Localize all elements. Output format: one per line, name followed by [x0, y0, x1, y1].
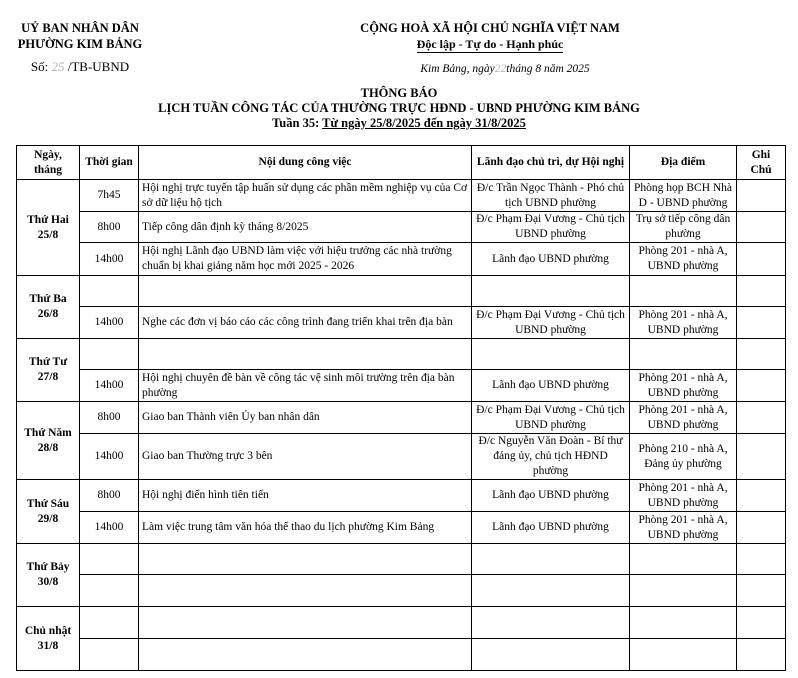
- place-cell: Phòng 201 - nhà A, UBND phường: [630, 370, 737, 402]
- day-name: Thứ Tư: [28, 356, 68, 368]
- place-cell: Phòng 210 - nhà A, Đảng ủy phường: [630, 434, 737, 480]
- content-cell: [139, 276, 472, 307]
- leader-cell: Lãnh đạo UBND phường: [472, 370, 630, 402]
- time-cell: 7h45: [80, 180, 139, 212]
- issuer-block: [0, 20, 160, 75]
- day-cell: [17, 607, 80, 671]
- leader-cell: [472, 575, 630, 607]
- content-cell: [139, 607, 472, 639]
- content-cell: Hội nghị chuyên đề bàn về công tác vệ sinh môi trường trên địa bàn phường: [139, 370, 472, 402]
- place-cell: Phòng 201 - nhà A, UBND phường: [630, 480, 737, 512]
- content-cell: Nghe các đơn vị báo cáo các công trình đang triển khai trên địa bàn: [139, 307, 472, 339]
- document-number-value: 25: [51, 59, 65, 74]
- table-row: [17, 607, 786, 639]
- leader-cell: [472, 607, 630, 639]
- col-header-day: Ngày, tháng: [17, 146, 80, 180]
- leader-cell: Lãnh đạo UBND phường: [472, 243, 630, 276]
- note-cell: [737, 307, 786, 339]
- time-cell: [80, 607, 139, 639]
- note-cell: [737, 243, 786, 276]
- table-row: [17, 480, 786, 512]
- note-cell: [737, 512, 786, 544]
- time-cell: 8h00: [80, 212, 139, 243]
- table-header-row: [17, 146, 786, 180]
- day-cell: [17, 339, 80, 402]
- table-row: [17, 307, 786, 339]
- note-cell: [737, 480, 786, 512]
- place-cell: [630, 544, 737, 575]
- place-cell: [630, 607, 737, 639]
- col-header-leader: Lãnh đạo chủ trì, dự Hội nghị: [472, 146, 630, 180]
- day-date: 30/8: [37, 576, 59, 588]
- table-row: [17, 402, 786, 434]
- day-date: 31/8: [37, 639, 59, 652]
- note-cell: [737, 639, 786, 671]
- day-cell: [17, 480, 80, 544]
- leader-cell: Lãnh đạo UBND phường: [472, 480, 630, 512]
- table-row: [17, 512, 786, 544]
- content-cell: Hội nghị Lãnh đạo UBND làm việc với hiệu trưởng các nhà trường chuẩn bị khai giảng năm học mới 2025 - 2026: [139, 243, 472, 276]
- table-row: [17, 434, 786, 480]
- place-cell: [630, 339, 737, 370]
- day-cell: [17, 544, 80, 607]
- note-cell: [737, 575, 786, 607]
- document-date-day: 22: [494, 63, 507, 75]
- content-cell: [139, 639, 472, 671]
- table-row: [17, 212, 786, 243]
- national-motto: Độc lập - Tự do - Hạnh phúc: [416, 37, 564, 51]
- day-date: 29/8: [37, 512, 59, 525]
- time-cell: 14h00: [80, 434, 139, 480]
- content-cell: Giao ban Thường trực 3 bên: [139, 434, 472, 480]
- leader-cell: [472, 544, 630, 575]
- time-cell: 8h00: [80, 402, 139, 434]
- day-name: Thứ Bảy: [26, 561, 70, 573]
- time-cell: [80, 276, 139, 307]
- table-row: [17, 544, 786, 575]
- time-cell: 14h00: [80, 370, 139, 402]
- time-cell: [80, 544, 139, 575]
- table-row: [17, 639, 786, 671]
- schedule-body: [17, 180, 786, 671]
- time-cell: [80, 339, 139, 370]
- leader-cell: Đ/c Nguyễn Văn Đoàn - Bí thư đảng ủy, chủ tịch HĐND phường: [472, 434, 630, 480]
- time-cell: 14h00: [80, 512, 139, 544]
- table-row: [17, 243, 786, 276]
- issuer-line2: PHƯỜNG KIM BẢNG: [17, 37, 143, 51]
- place-cell: Trụ sở tiếp công dân phường: [630, 212, 737, 243]
- leader-cell: Lãnh đạo UBND phường: [472, 512, 630, 544]
- document-number: Số: 25 /TB-UBND: [30, 59, 130, 74]
- time-cell: 8h00: [80, 480, 139, 512]
- time-cell: 14h00: [80, 243, 139, 276]
- place-cell: [630, 639, 737, 671]
- day-date: 26/8: [37, 308, 59, 320]
- note-cell: [737, 370, 786, 402]
- week-line: Tuần 35: Từ ngày 25/8/2025 đến ngày 31/8/2025: [272, 116, 526, 130]
- content-cell: [139, 339, 472, 370]
- schedule-heading: LỊCH TUẦN CÔNG TÁC CỦA THƯỜNG TRỰC HĐND - UBND PHƯỜNG KIM BẢNG: [158, 101, 640, 115]
- notice-title: [0, 86, 798, 131]
- table-row: [17, 575, 786, 607]
- note-cell: [737, 212, 786, 243]
- content-cell: [139, 544, 472, 575]
- note-cell: [737, 434, 786, 480]
- place-cell: Phòng 201 - nhà A, UBND phường: [630, 243, 737, 276]
- leader-cell: Đ/c Phạm Đại Vương - Chủ tịch UBND phường: [472, 212, 630, 243]
- day-cell: [17, 402, 80, 480]
- day-name: Thứ Năm: [24, 426, 72, 439]
- day-name: Thứ Sáu: [26, 497, 70, 510]
- document-date: Kim Bảng, ngày22tháng 8 năm 2025: [420, 63, 590, 75]
- place-cell: Phòng 201 - nhà A, UBND phường: [630, 512, 737, 544]
- time-cell: [80, 575, 139, 607]
- col-header-note: Ghi Chú: [737, 146, 786, 180]
- content-cell: Hội nghị điển hình tiên tiến: [139, 480, 472, 512]
- time-cell: [80, 639, 139, 671]
- note-cell: [737, 402, 786, 434]
- day-name: Thứ Hai: [27, 213, 69, 226]
- table-row: [17, 276, 786, 307]
- content-cell: Giao ban Thành viên Ủy ban nhân dân: [139, 402, 472, 434]
- notice-heading: THÔNG BÁO: [360, 86, 438, 100]
- leader-cell: Đ/c Phạm Đại Vương - Chủ tịch UBND phường: [472, 402, 630, 434]
- note-cell: [737, 339, 786, 370]
- week-range: Từ ngày 25/8/2025 đến ngày 31/8/2025: [322, 116, 526, 130]
- col-header-place: Địa điểm: [630, 146, 737, 180]
- place-cell: [630, 575, 737, 607]
- note-cell: [737, 607, 786, 639]
- national-header: [300, 20, 680, 77]
- col-header-time: Thời gian: [80, 146, 139, 180]
- leader-cell: [472, 639, 630, 671]
- day-name: Thứ Ba: [29, 293, 67, 305]
- content-cell: Hội nghị trực tuyến tập huấn sử dụng các phần mềm nghiệp vụ của Cơ sở dữ liệu hộ tịch: [139, 180, 472, 212]
- leader-cell: [472, 276, 630, 307]
- content-cell: [139, 575, 472, 607]
- day-cell: [17, 276, 80, 339]
- place-cell: Phòng họp BCH Nhà D - UBND phường: [630, 180, 737, 212]
- time-cell: 14h00: [80, 307, 139, 339]
- place-cell: Phòng 201 - nhà A, UBND phường: [630, 402, 737, 434]
- table-row: [17, 370, 786, 402]
- place-cell: [630, 276, 737, 307]
- place-cell: Phòng 201 - nhà A, UBND phường: [630, 307, 737, 339]
- leader-cell: [472, 339, 630, 370]
- national-title: CỘNG HOÀ XÃ HỘI CHỦ NGHĨA VIỆT NAM: [360, 21, 620, 35]
- day-name: Chủ nhật: [24, 624, 72, 637]
- schedule-table: [16, 145, 786, 671]
- note-cell: [737, 180, 786, 212]
- table-row: [17, 339, 786, 370]
- issuer-line1: UỶ BAN NHÂN DÂN: [21, 21, 139, 35]
- day-cell: [17, 180, 80, 276]
- note-cell: [737, 544, 786, 575]
- col-header-content: Nội dung công việc: [139, 146, 472, 180]
- day-date: 28/8: [37, 441, 59, 454]
- table-row: [17, 180, 786, 212]
- leader-cell: Đ/c Phạm Đại Vương - Chủ tịch UBND phường: [472, 307, 630, 339]
- content-cell: Làm việc trung tâm văn hóa thể thao du lịch phường Kim Bảng: [139, 512, 472, 544]
- day-date: 25/8: [37, 228, 59, 241]
- content-cell: Tiếp công dân định kỳ tháng 8/2025: [139, 212, 472, 243]
- note-cell: [737, 276, 786, 307]
- leader-cell: Đ/c Trần Ngọc Thành - Phó chủ tịch UBND phường: [472, 180, 630, 212]
- day-date: 27/8: [37, 371, 59, 383]
